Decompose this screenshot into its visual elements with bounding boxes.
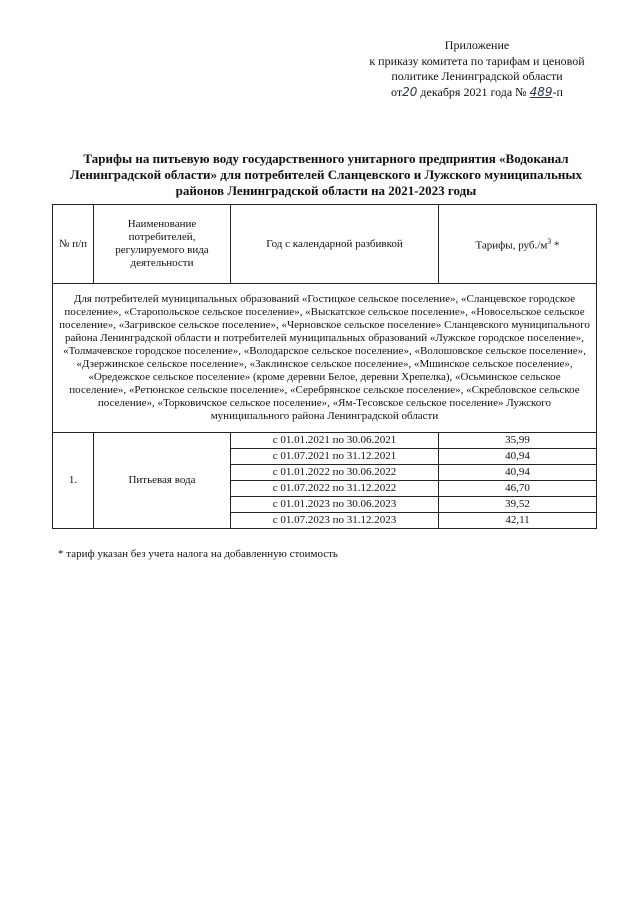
period-cell: с 01.07.2021 по 31.12.2021 (231, 449, 439, 465)
row-number: 1. (53, 433, 94, 529)
header-tariff-sup: 3 (547, 237, 552, 247)
consumers-row (53, 284, 597, 433)
table-header-row (53, 205, 597, 284)
order-suffix: -п (552, 84, 563, 99)
footnote: * тариф указан без учета налога на добавленную стоимость (58, 548, 338, 560)
consumers-description: Для потребителей муниципальных образований «Гостицкое сельское поселение», «Сланцевское городское поселение», «Старопольское сельское поселение», «Выскатское сельское поселение», «Новосельское сельское поселение», «Загривское сельское поселение», «Черновское сельское поселение» Сланцевского муниципального района Ленинградской области и потребителей муниципальных образований «Лужское городское поселение», «Толмачевское городское поселение», «Володарское сельское поселение», «Волошовское сельское поселение», «Дзержинское сельское поселение», «Заклинское сельское поселение», «Мшинское сельское поселение», «Оредежское сельское поселение» (кроме деревни Белое, деревни Хрепелка), «Осьминское сельское поселение», «Ретюнское сельское поселение», «Серебрянское сельское поселение», «Скребловское сельское поселение», «Торковичское сельское поселение», «Ям-Тесовское сельское поселение» Лужского муниципального района Ленинградской области (53, 284, 597, 433)
row-service-name: Питьевая вода (94, 433, 231, 529)
tariff-cell: 40,94 (439, 465, 597, 481)
tariff-cell: 42,11 (439, 513, 597, 529)
tariff-cell: 39,52 (439, 497, 597, 513)
tariff-cell: 46,70 (439, 481, 597, 497)
tariff-table (52, 204, 597, 529)
period-cell: с 01.01.2021 по 30.06.2021 (231, 433, 439, 449)
annex-order-ref: к приказу комитета по тарифам и ценовой (369, 53, 585, 68)
annex-committee: политике Ленинградской области (391, 69, 563, 83)
tariff-cell: 35,99 (439, 433, 597, 449)
date-middle: декабря 2021 года № (417, 84, 530, 99)
annex-date-line (352, 85, 602, 101)
header-tariff-asterisk: * (551, 239, 560, 252)
period-cell: с 01.07.2023 по 31.12.2023 (231, 513, 439, 529)
document-title: Тарифы на питьевую воду государственного унитарного предприятия «Водоканал Ленинградской области» для потребителей Сланцевского и Лужского муниципальных районов Ленинградской области на 2021-2023 годы (69, 151, 582, 198)
header-num: № п/п (53, 205, 94, 284)
annex-label: Приложение (444, 38, 510, 52)
tariff-cell: 40,94 (439, 449, 597, 465)
period-cell: с 01.01.2022 по 30.06.2022 (231, 465, 439, 481)
header-name: Наименование потребителей, регулируемого вида деятельности (94, 205, 231, 284)
period-cell: с 01.07.2022 по 31.12.2022 (231, 481, 439, 497)
period-cell: с 01.01.2023 по 30.06.2023 (231, 497, 439, 513)
date-prefix: от (391, 84, 403, 99)
order-number: 489 (529, 84, 553, 99)
table-row (53, 433, 597, 449)
date-day: 20 (402, 84, 418, 99)
header-period: Год с календарной разбивкой (231, 205, 439, 284)
header-tariff-label: Тарифы, руб./м (475, 239, 548, 252)
header-tariff (439, 205, 597, 284)
annex-header (352, 38, 602, 100)
